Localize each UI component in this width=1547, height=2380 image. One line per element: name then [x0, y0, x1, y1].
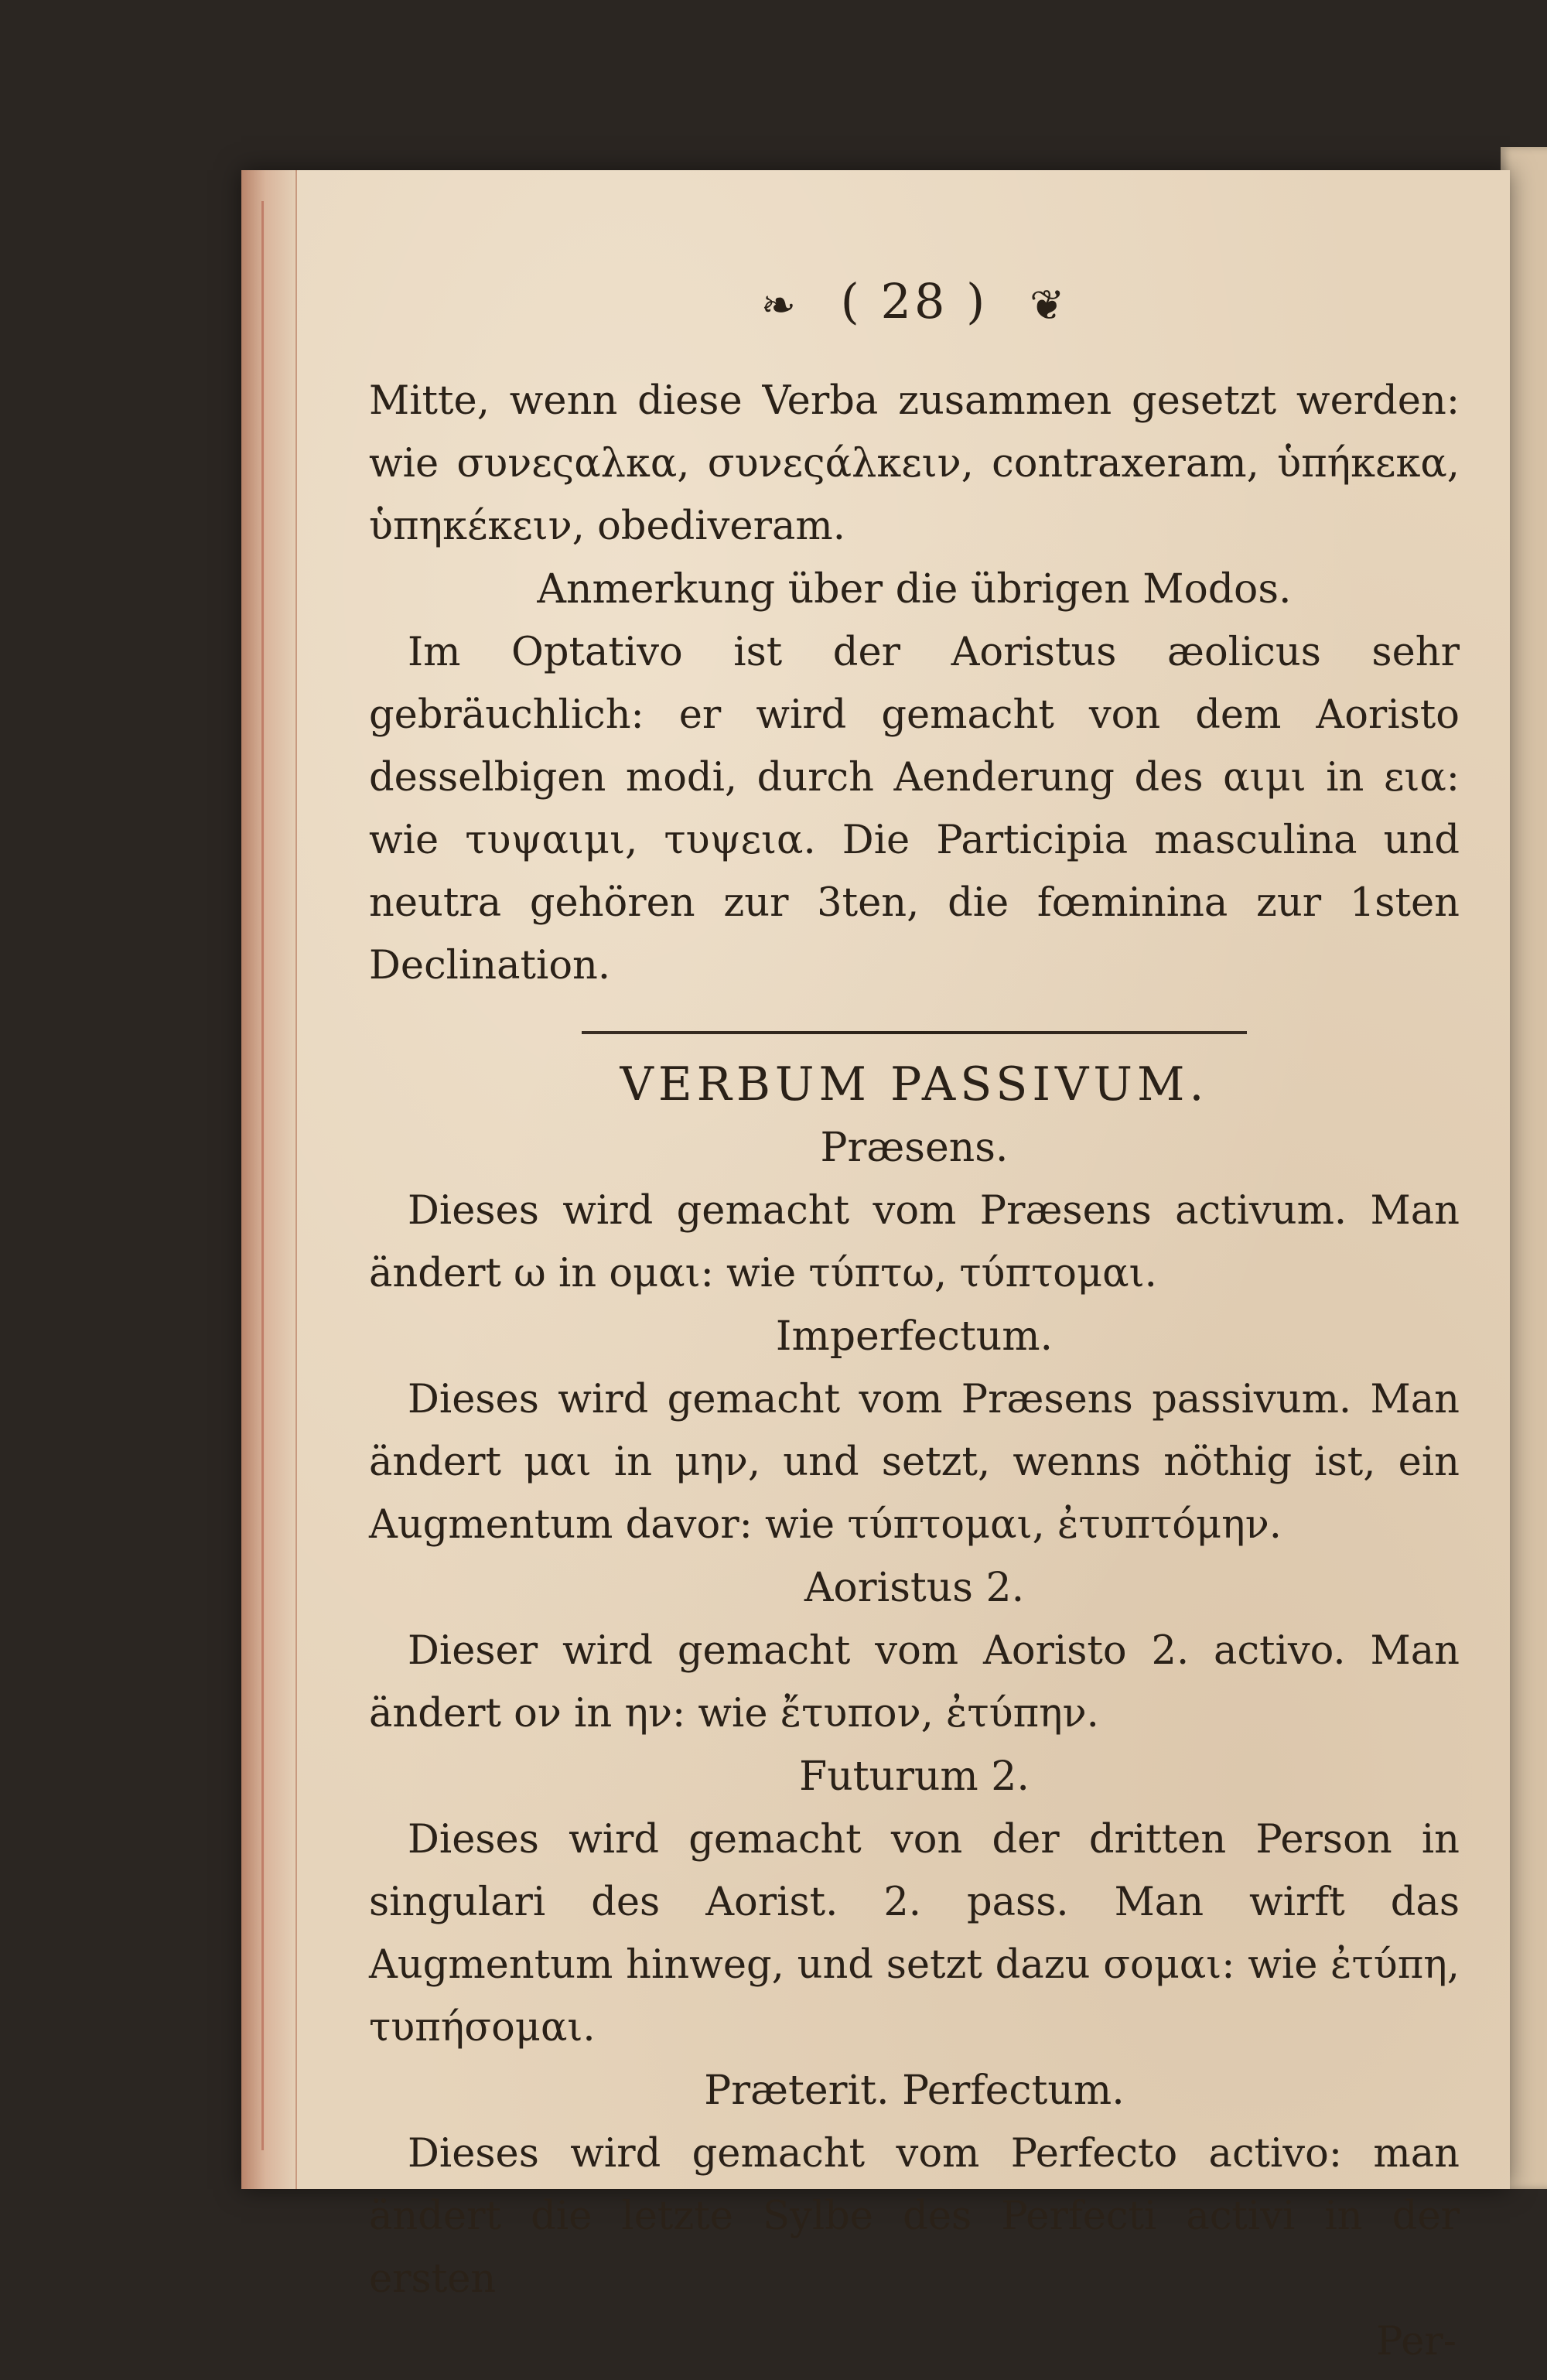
page-gutter — [241, 170, 297, 2189]
ornament-left-icon: ❧ — [760, 280, 799, 330]
paragraph-perfectum: Dieses wird gemacht vom Perfecto activo: man ändert die letzte Sylbe des Perfecti activi in der ersten — [369, 2131, 1460, 2302]
section-rule — [582, 1031, 1247, 1034]
heading-aoristus-2: Aoristus 2. — [804, 1565, 1025, 1611]
page-content — [369, 271, 1460, 2373]
ornament-right-icon: ❦ — [1030, 280, 1068, 330]
heading-futurum-2: Futurum 2. — [799, 1753, 1030, 1800]
paragraph-futurum-2: Dieses wird gemacht von der dritten Person in singulari des Aorist. 2. pass. Man wirft das Augmentum hinweg, und setzt dazu σομαι: wie ἐτύπη, τυπήσομαι. — [369, 1817, 1460, 2050]
catchword: Per- — [1376, 2319, 1457, 2365]
page-number: ( 28 ) — [840, 273, 989, 330]
paragraph-praesens: Dieses wird gemacht vom Præsens activum. Man ändert ω in ομαι: wie τύπτω, τύπτομαι. — [369, 1188, 1460, 1296]
paragraph-continuation: Mitte, wenn diese Verba zusammen gesetzt werden: wie συνεςαλκα, συνεςάλκειν, contraxeram, ὑπήκεκα, ὑπηκέκειν, obediveram. — [369, 378, 1460, 549]
heading-imperfectum: Imperfectum. — [775, 1313, 1054, 1360]
heading-praesens: Præsens. — [820, 1125, 1009, 1171]
paragraph-imperfectum: Dieses wird gemacht vom Præsens passivum. Man ändert μαι in μην, und setzt, wenns nöthig ist, ein Augmentum davor: wie τύπτομαι, ἐτυπτόμην. — [369, 1377, 1460, 1548]
book-page — [241, 170, 1510, 2365]
heading-anmerkung: Anmerkung über die übrigen Modos. — [537, 566, 1292, 613]
paragraph-aoristus-2: Dieser wird gemacht vom Aoristo 2. activo. Man ändert ον in ην: wie ἔτυπον, ἐτύπην. — [369, 1628, 1460, 1736]
page-header — [369, 271, 1460, 333]
gutter-line — [261, 201, 264, 2150]
heading-verbum-passivum: VERBUM PASSIVUM. — [620, 1057, 1209, 1111]
heading-perfectum: Præterit. Perfectum. — [704, 2068, 1125, 2114]
paragraph-optativo: Im Optativo ist der Aoristus æolicus sehr gebräuchlich: er wird gemacht von dem Aoristo desselbigen modi, durch Aenderung des αιμι in εια: wie τυψαιμι, τυψεια. Die Participia masculina und neutra gehören zur 3ten, die fœminina zur 1sten Declination. — [369, 630, 1460, 989]
